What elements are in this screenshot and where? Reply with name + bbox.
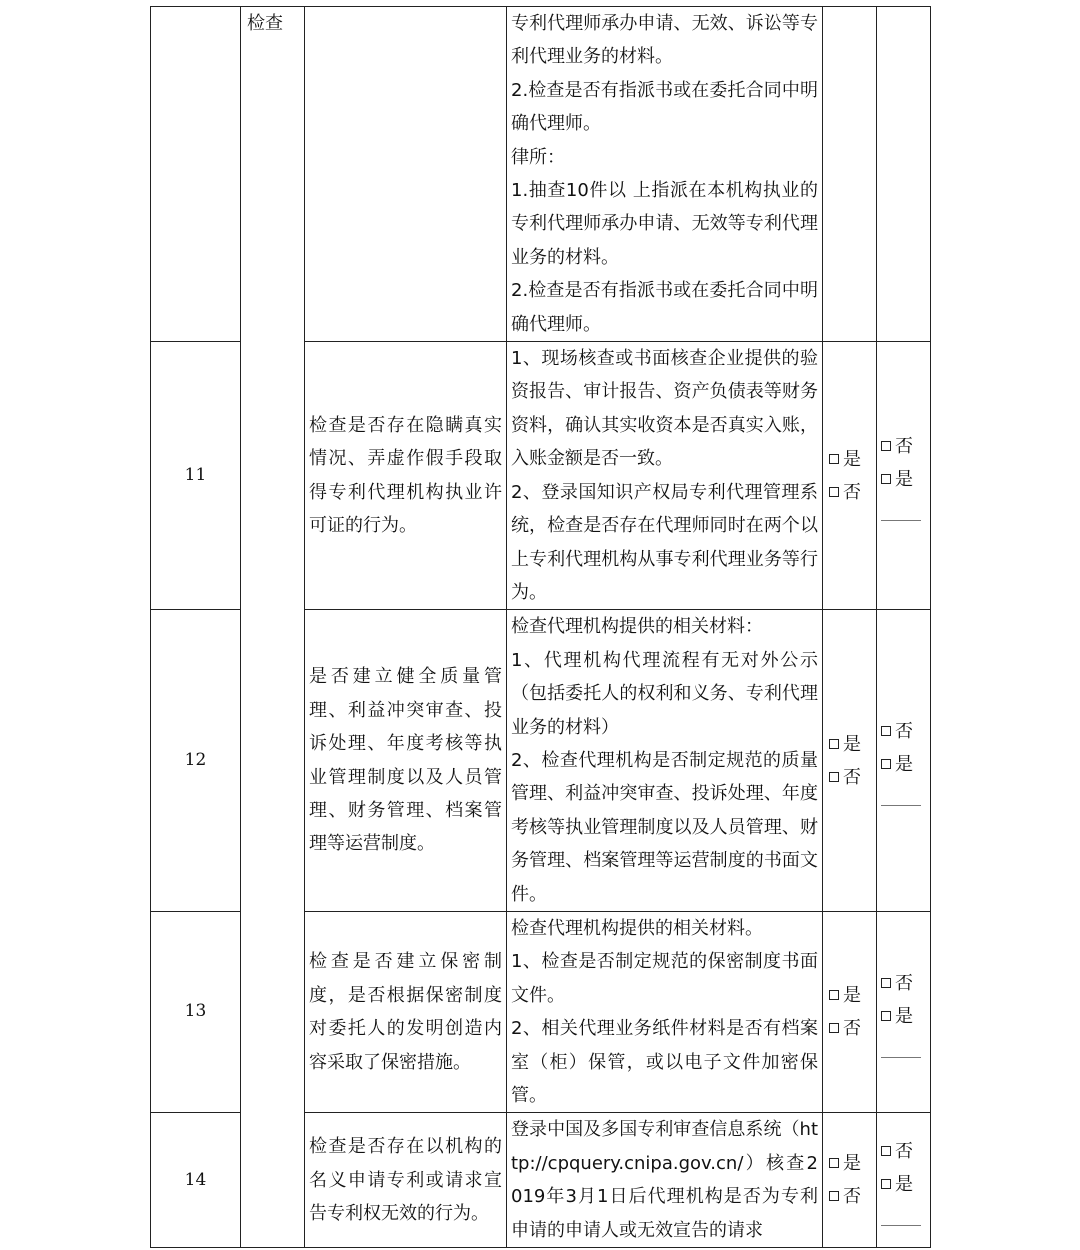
result-cell [877,1113,931,1248]
method-line: 检查代理机构提供的相关材料。 [511,917,763,939]
checkbox-label: 是 [895,1173,913,1195]
method-cell [507,610,823,912]
category-cell: 检查 [241,7,305,1248]
method-line: 1、现场核查或书面核查企业提供的验资报告、审计报告、资产负债表等财务资料，确认其实收资本是否真实入账，入账金额是否一致。 [511,348,818,470]
checkbox-icon [829,739,839,749]
checkbox-option[interactable] [829,761,876,794]
checkbox-icon [829,772,839,782]
method-line: 1、检查是否制定规范的保密制度书面文件。 [511,951,818,1006]
checkbox-icon [881,978,891,988]
checkbox-option[interactable] [881,748,930,781]
item-text: 检查是否建立保密制度，是否根据保密制度对委托人的发明创造内容采取了保密措施。 [309,951,502,1073]
method-cell [507,911,823,1112]
checkbox-label: 否 [843,481,861,503]
checkbox-icon [829,487,839,497]
checkbox-option[interactable] [881,463,930,496]
method-line: 2.检查是否有指派书或在委托合同中明确代理师。 [511,280,818,335]
result-cell [877,7,931,342]
result-cell [877,610,931,912]
checkbox-label: 是 [895,754,913,776]
checkbox-label: 否 [843,766,861,788]
checkbox-icon [881,441,891,451]
method-line: 1.抽查10件以 上指派在本机构执业的专利代理师承办申请、无效等专利代理业务的材料。 [511,180,818,268]
checkbox-icon [829,1158,839,1168]
row-number-cell [151,7,241,342]
inspection-table [150,6,931,1248]
check-cell [823,342,877,610]
checkbox-label: 是 [895,1005,913,1027]
checkbox-label: 是 [843,1153,861,1175]
checkbox-option[interactable] [881,967,930,1000]
checkbox-option[interactable] [829,728,876,761]
checkbox-label: 否 [843,1018,861,1040]
checkbox-option[interactable] [881,1135,930,1168]
item-cell [305,610,507,912]
method-line: 专利代理师承办申请、无效、诉讼等专利代理业务的材料。 [511,13,818,68]
row-number-cell: 12 [151,610,241,912]
checkbox-icon [881,1146,891,1156]
method-line: 律所： [511,146,565,168]
checkbox-option[interactable] [829,443,876,476]
checkbox-icon [881,1011,891,1021]
method-cell [507,342,823,610]
blank-line[interactable] [881,1035,921,1058]
checkbox-option[interactable] [881,1168,930,1201]
checkbox-icon [829,990,839,1000]
checkbox-option[interactable] [881,715,930,748]
checkbox-icon [881,474,891,484]
method-line: 2.检查是否有指派书或在委托合同中明确代理师。 [511,79,818,135]
checkbox-option[interactable] [829,1180,876,1213]
checkbox-option[interactable] [881,1000,930,1033]
method-line: 检查代理机构提供的相关材料： [511,616,763,638]
checkbox-label: 否 [895,436,913,458]
checkbox-label: 是 [843,985,861,1007]
checkbox-icon [829,1191,839,1201]
blank-line[interactable] [881,498,921,521]
checkbox-option[interactable] [829,476,876,509]
checkbox-label: 否 [895,972,913,994]
result-cell [877,911,931,1112]
checkbox-option[interactable] [829,1012,876,1045]
checkbox-label: 否 [895,1140,913,1162]
checkbox-option[interactable] [829,979,876,1012]
method-line: 登录中国及多国专利审查信息系统（http://cpquery.cnipa.gov.cn/）核查2019年3月1日后代理机构是否为专利申请的申请人或无效宣告的请求 [511,1119,818,1241]
checkbox-icon [829,1023,839,1033]
checkbox-label: 是 [843,733,861,755]
checkbox-option[interactable] [829,1147,876,1180]
checkbox-icon [881,759,891,769]
row-number-cell: 14 [151,1113,241,1248]
checkbox-label: 是 [843,448,861,470]
table-row [151,7,931,342]
item-cell [305,342,507,610]
method-cell [507,7,823,342]
check-cell [823,1113,877,1248]
method-line: 2、相关代理业务纸件材料是否有档案室（柜）保管，或以电子文件加密保管。 [511,1018,818,1106]
checkbox-label: 否 [895,721,913,743]
checkbox-icon [881,726,891,736]
item-text: 检查是否存在以机构的名义申请专利或请求宣告专利权无效的行为。 [309,1136,502,1224]
result-cell [877,342,931,610]
item-cell [305,911,507,1112]
blank-line[interactable] [881,783,921,806]
check-cell [823,7,877,342]
item-cell [305,7,507,342]
checkbox-icon [829,454,839,464]
row-number-cell: 13 [151,911,241,1112]
item-text: 是否建立健全质量管理、利益冲突审查、投诉处理、年度考核等执业管理制度以及人员管理、财务管理、档案管理等运营制度。 [309,666,502,855]
check-cell [823,911,877,1112]
item-cell [305,1113,507,1248]
item-text: 检查是否存在隐瞒真实情况、弄虚作假手段取得专利代理机构执业许可证的行为。 [309,414,502,537]
method-line: 1、代理机构代理流程有无对外公示（包括委托人的权利和义务、专利代理业务的材料） [511,649,818,738]
checkbox-label: 否 [843,1186,861,1208]
method-cell [507,1113,823,1248]
checkbox-label: 是 [895,469,913,491]
checkbox-option[interactable] [881,430,930,463]
method-line: 2、登录国知识产权局专利代理管理系统，检查是否存在代理师同时在两个以上专利代理机构从事专利代理业务等行为。 [511,481,818,603]
check-cell [823,610,877,912]
row-number-cell: 11 [151,342,241,610]
method-line: 2、检查代理机构是否制定规范的质量管理、利益冲突审查、投诉处理、年度考核等执业管理制度以及人员管理、财务管理、档案管理等运营制度的书面文件。 [511,749,818,905]
blank-line[interactable] [881,1203,921,1226]
checkbox-icon [881,1179,891,1189]
